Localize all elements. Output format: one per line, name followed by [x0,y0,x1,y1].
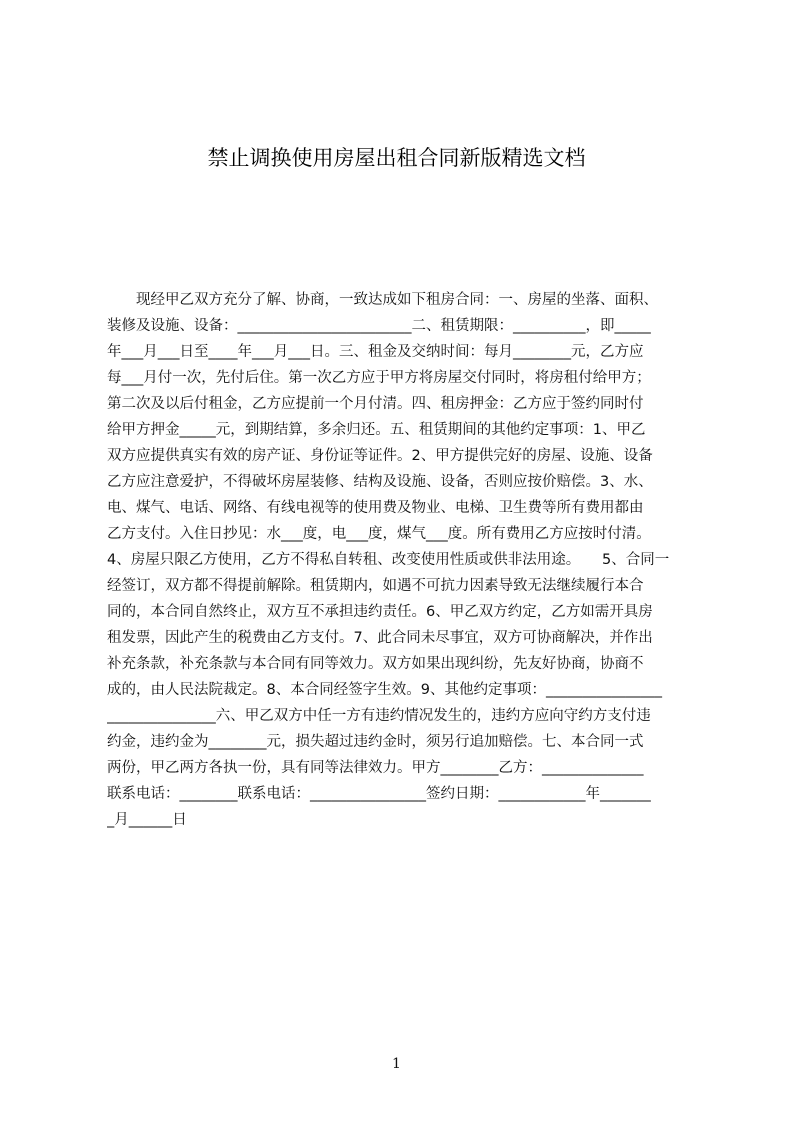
body-line: _月______日 [107,812,187,828]
body-line: 成的，由人民法院裁定。8、本合同经签字生效。9、其他约定事项：________________ [107,682,662,698]
body-line: 两份，甲乙两方各执一份，具有同等法律效力。甲方________乙方：______________ [107,760,644,776]
document-title: 禁止调换使用房屋出租合同新版精选文档 [207,146,586,170]
body-line: 乙方支付。入住日抄见：水___度，电___度，煤气___度。所有费用乙方应按时付清。 [107,526,651,542]
body-line: 现经甲乙双方充分了解、协商，一致达成如下租房合同：一、房屋的坐落、面积、 [107,292,658,308]
body-line: 装修及设施、设备：________________________二、租赁期限：__________，即_____ [107,318,651,334]
body-line: 补充条款，补充条款与本合同有同等效力。双方如果出现纠纷，先友好协商，协商不 [107,656,644,672]
body-line: 给甲方押金_____元，到期结算，多余归还。五、租赁期间的其他约定事项：1、甲乙 [107,422,646,438]
body-line: _______________六、甲乙双方中任一方有违约情况发生的，违约方应向守约方支付违 [107,708,651,724]
body-line: 每___月付一次，先付后住。第一次乙方应于甲方将房屋交付同时，将房租付给甲方； [107,370,651,386]
body-line: 租发票，因此产生的税费由乙方支付。7、此合同未尽事宜，双方可协商解决，并作出 [107,630,653,646]
body-line: 4、房屋只限乙方使用，乙方不得私自转租、改变使用性质或供非法用途。 5、合同一 [107,552,670,568]
body-line: 双方应提供真实有效的房产证、身份证等证件。2、甲方提供完好的房屋、设施、设备 [107,448,653,464]
body-line: 约金，违约金为________元，损失超过违约金时，须另行追加赔偿。七、本合同一式 [107,734,644,750]
body-line: 经签订，双方都不得提前解除。租赁期内，如遇不可抗力因素导致无法继续履行本合 [107,578,644,594]
body-line: 同的，本合同自然终止，双方互不承担违约责任。6、甲乙双方约定，乙方如需开具房 [107,604,653,620]
page-number: 1 [392,1056,401,1072]
contract-body [107,287,697,833]
body-line: 乙方应注意爱护，不得破坏房屋装修、结构及设施、设备，否则应按价赔偿。3、水、 [107,474,653,490]
body-line: 联系电话：________联系电话：________________签约日期：____________年_______ [107,786,651,802]
body-line: 年___月___日至____年___月___日。三、租金及交纳时间：每月________元，乙方应 [107,344,644,360]
body-line: 第二次及以后付租金，乙方应提前一个月付清。四、租房押金：乙方应于签约同时付 [107,396,644,412]
body-line: 电、煤气、电话、网络、有线电视等的使用费及物业、电梯、卫生费等所有费用都由 [107,500,644,516]
